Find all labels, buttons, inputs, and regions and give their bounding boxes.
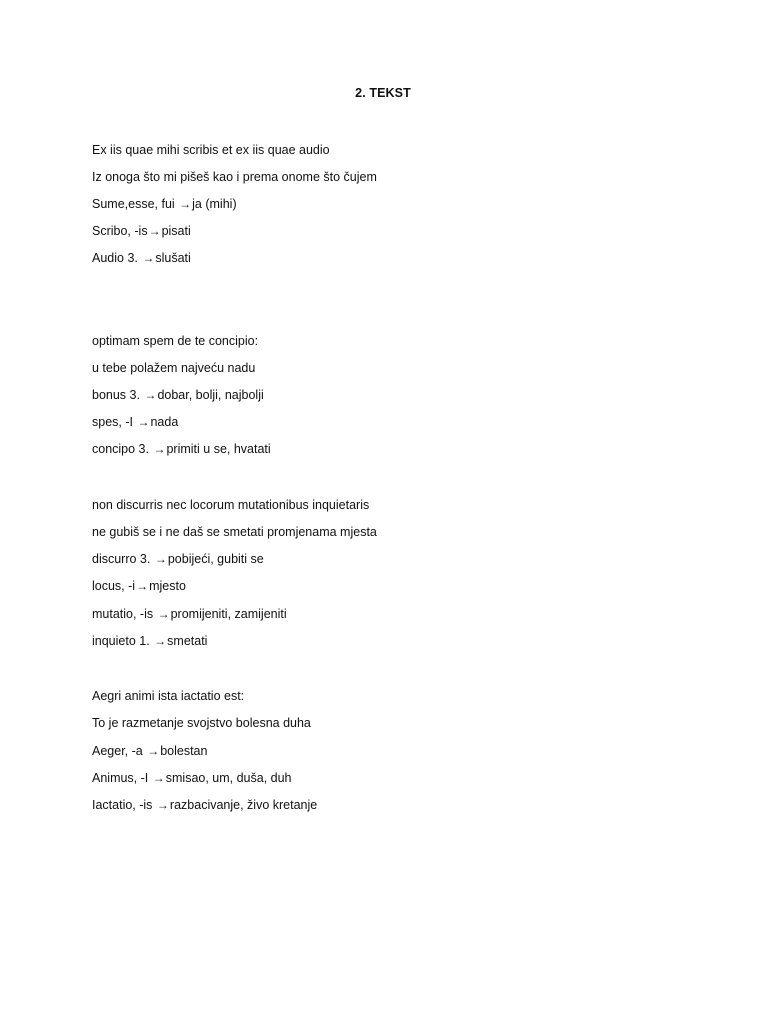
arrow-right-icon: → <box>152 771 165 785</box>
vocab-meaning: mjesto <box>149 579 186 593</box>
text-line: non discurris nec locorum mutationibus inquietaris <box>92 498 370 512</box>
vocab-line <box>92 606 287 622</box>
vocab-line <box>92 633 207 649</box>
vocab-meaning: pobijeći, gubiti se <box>167 552 264 566</box>
vocab-meaning: slušati <box>155 251 191 265</box>
vocab-term: inquieto 1. <box>92 634 154 648</box>
vocab-line <box>92 797 317 813</box>
vocab-meaning: smetati <box>167 634 208 648</box>
text-line: Ex iis quae mihi scribis et ex iis quae audio <box>92 143 330 157</box>
arrow-right-icon: → <box>144 388 157 402</box>
vocab-line <box>92 578 186 594</box>
vocab-meaning: pisati <box>161 224 191 238</box>
arrow-right-icon: → <box>179 197 192 211</box>
vocab-line <box>92 770 292 786</box>
vocab-meaning: primiti u se, hvatati <box>166 442 271 456</box>
vocab-term: Sume,esse, fui <box>92 197 179 211</box>
text-line: Aegri animi ista iactatio est: <box>92 689 245 703</box>
text-line: ne gubiš se i ne daš se smetati promjenama mjesta <box>92 525 377 539</box>
text-line: u tebe polažem najveću nadu <box>92 361 256 375</box>
arrow-right-icon: → <box>156 798 169 812</box>
arrow-right-icon: → <box>153 442 166 456</box>
vocab-term: mutatio, -is <box>92 607 157 621</box>
arrow-right-icon: → <box>154 552 167 566</box>
vocab-term: Scribo, -is <box>92 224 148 238</box>
vocab-term: Iactatio, -is <box>92 798 156 812</box>
arrow-right-icon: → <box>148 224 161 238</box>
vocab-meaning: razbacivanje, živo kretanje <box>169 798 318 812</box>
vocab-meaning: dobar, bolji, najbolji <box>157 388 264 402</box>
vocab-term: concipo 3. <box>92 442 153 456</box>
vocab-term: Audio 3. <box>92 251 142 265</box>
vocab-term: Aeger, -a <box>92 744 147 758</box>
vocab-line <box>92 387 264 403</box>
vocab-line <box>92 223 191 239</box>
arrow-right-icon: → <box>154 634 167 648</box>
text-line: Iz onoga što mi pišeš kao i prema onome što čujem <box>92 170 377 184</box>
vocab-meaning: nada <box>150 415 179 429</box>
vocab-meaning: smisao, um, duša, duh <box>165 771 292 785</box>
vocab-meaning: ja (mihi) <box>192 197 237 211</box>
vocab-term: discurro 3. <box>92 552 154 566</box>
vocab-line <box>92 414 178 430</box>
arrow-right-icon: → <box>137 415 150 429</box>
vocab-line <box>92 250 191 266</box>
vocab-line <box>92 196 237 212</box>
vocab-meaning: promijeniti, zamijeniti <box>170 607 287 621</box>
vocab-line <box>92 441 271 457</box>
arrow-right-icon: → <box>142 251 155 265</box>
arrow-right-icon: → <box>136 579 149 593</box>
vocab-term: bonus 3. <box>92 388 144 402</box>
arrow-right-icon: → <box>157 607 170 621</box>
vocab-term: Animus, -I <box>92 771 152 785</box>
document-title <box>0 86 768 100</box>
text-line: To je razmetanje svojstvo bolesna duha <box>92 716 311 730</box>
vocab-line <box>92 551 264 567</box>
arrow-right-icon: → <box>147 744 160 758</box>
vocab-meaning: bolestan <box>160 744 208 758</box>
document-title-text: 2. TEKST <box>355 86 411 100</box>
vocab-line <box>92 743 207 759</box>
vocab-term: locus, -i <box>92 579 136 593</box>
text-line: optimam spem de te concipio: <box>92 334 259 348</box>
vocab-term: spes, -I <box>92 415 137 429</box>
